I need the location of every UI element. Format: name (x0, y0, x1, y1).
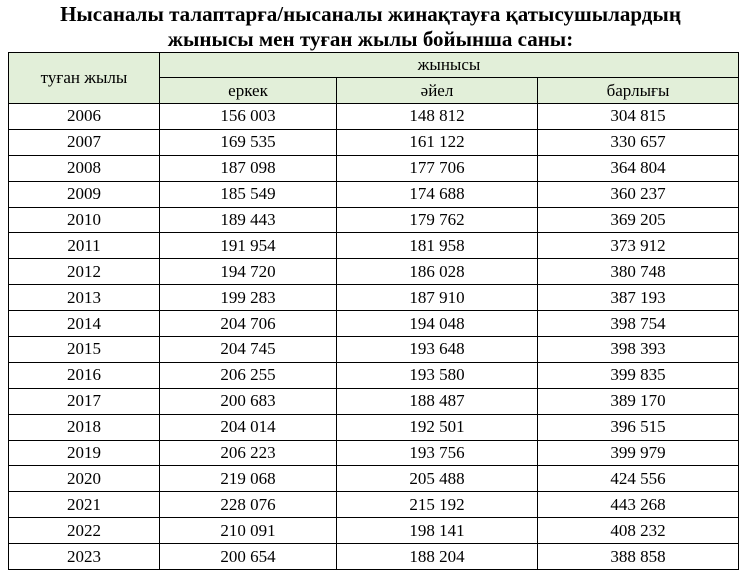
cell-total: 389 170 (538, 388, 739, 414)
cell-total: 443 268 (538, 492, 739, 518)
cell-year: 2011 (9, 233, 160, 259)
cell-male: 228 076 (160, 492, 337, 518)
cell-male: 204 014 (160, 414, 337, 440)
cell-year: 2016 (9, 362, 160, 388)
table-row (9, 466, 739, 492)
cell-total: 399 979 (538, 440, 739, 466)
cell-total: 380 748 (538, 259, 739, 285)
cell-female: 186 028 (337, 259, 538, 285)
cell-female: 188 487 (337, 388, 538, 414)
cell-female: 193 648 (337, 337, 538, 363)
cell-total: 304 815 (538, 104, 739, 130)
table-row (9, 207, 739, 233)
cell-male: 199 283 (160, 285, 337, 311)
cell-female: 188 204 (337, 544, 538, 570)
cell-total: 408 232 (538, 518, 739, 544)
cell-total: 398 754 (538, 311, 739, 337)
cell-male: 200 654 (160, 544, 337, 570)
cell-male: 185 549 (160, 181, 337, 207)
cell-year: 2012 (9, 259, 160, 285)
cell-year: 2008 (9, 155, 160, 181)
cell-male: 219 068 (160, 466, 337, 492)
header-female: әйел (337, 78, 538, 104)
table-header (9, 53, 739, 104)
cell-total: 388 858 (538, 544, 739, 570)
cell-year: 2018 (9, 414, 160, 440)
table-row (9, 181, 739, 207)
cell-female: 187 910 (337, 285, 538, 311)
cell-female: 181 958 (337, 233, 538, 259)
cell-female: 179 762 (337, 207, 538, 233)
cell-year: 2007 (9, 129, 160, 155)
table-row (9, 440, 739, 466)
cell-total: 360 237 (538, 181, 739, 207)
title-line-1: Нысаналы талаптарға/нысаналы жинақтауға қатысушылардың (60, 2, 681, 26)
title-line-2: жынысы мен туған жылы бойынша саны: (167, 27, 574, 51)
cell-female: 193 580 (337, 362, 538, 388)
cell-female: 161 122 (337, 129, 538, 155)
cell-year: 2010 (9, 207, 160, 233)
header-male: еркек (160, 78, 337, 104)
table-row (9, 492, 739, 518)
cell-total: 369 205 (538, 207, 739, 233)
cell-female: 205 488 (337, 466, 538, 492)
cell-year: 2006 (9, 104, 160, 130)
table-row (9, 129, 739, 155)
table-row (9, 414, 739, 440)
cell-total: 387 193 (538, 285, 739, 311)
cell-male: 210 091 (160, 518, 337, 544)
cell-female: 194 048 (337, 311, 538, 337)
cell-female: 192 501 (337, 414, 538, 440)
header-total: барлығы (538, 78, 739, 104)
header-birth-year: туған жылы (9, 53, 160, 104)
cell-male: 206 255 (160, 362, 337, 388)
cell-year: 2015 (9, 337, 160, 363)
table-row (9, 337, 739, 363)
cell-year: 2014 (9, 311, 160, 337)
cell-female: 193 756 (337, 440, 538, 466)
table-row (9, 544, 739, 570)
cell-year: 2017 (9, 388, 160, 414)
page-title (0, 0, 741, 52)
cell-male: 169 535 (160, 129, 337, 155)
table-row (9, 259, 739, 285)
cell-male: 204 706 (160, 311, 337, 337)
cell-male: 156 003 (160, 104, 337, 130)
table-row (9, 388, 739, 414)
cell-total: 364 804 (538, 155, 739, 181)
table-row (9, 362, 739, 388)
cell-male: 200 683 (160, 388, 337, 414)
cell-male: 194 720 (160, 259, 337, 285)
cell-total: 399 835 (538, 362, 739, 388)
cell-female: 148 812 (337, 104, 538, 130)
cell-male: 187 098 (160, 155, 337, 181)
cell-year: 2009 (9, 181, 160, 207)
cell-female: 198 141 (337, 518, 538, 544)
cell-total: 330 657 (538, 129, 739, 155)
table-body (9, 104, 739, 570)
table-row (9, 104, 739, 130)
cell-total: 398 393 (538, 337, 739, 363)
table-row (9, 233, 739, 259)
cell-total: 424 556 (538, 466, 739, 492)
cell-male: 191 954 (160, 233, 337, 259)
participants-table (8, 52, 739, 570)
table-row (9, 518, 739, 544)
cell-year: 2022 (9, 518, 160, 544)
cell-male: 189 443 (160, 207, 337, 233)
cell-year: 2019 (9, 440, 160, 466)
cell-male: 206 223 (160, 440, 337, 466)
cell-year: 2013 (9, 285, 160, 311)
table-row (9, 285, 739, 311)
cell-male: 204 745 (160, 337, 337, 363)
cell-female: 177 706 (337, 155, 538, 181)
cell-female: 215 192 (337, 492, 538, 518)
cell-year: 2020 (9, 466, 160, 492)
table-row (9, 155, 739, 181)
header-gender: жынысы (160, 53, 739, 78)
cell-total: 396 515 (538, 414, 739, 440)
table-row (9, 311, 739, 337)
cell-total: 373 912 (538, 233, 739, 259)
cell-year: 2021 (9, 492, 160, 518)
cell-year: 2023 (9, 544, 160, 570)
cell-female: 174 688 (337, 181, 538, 207)
